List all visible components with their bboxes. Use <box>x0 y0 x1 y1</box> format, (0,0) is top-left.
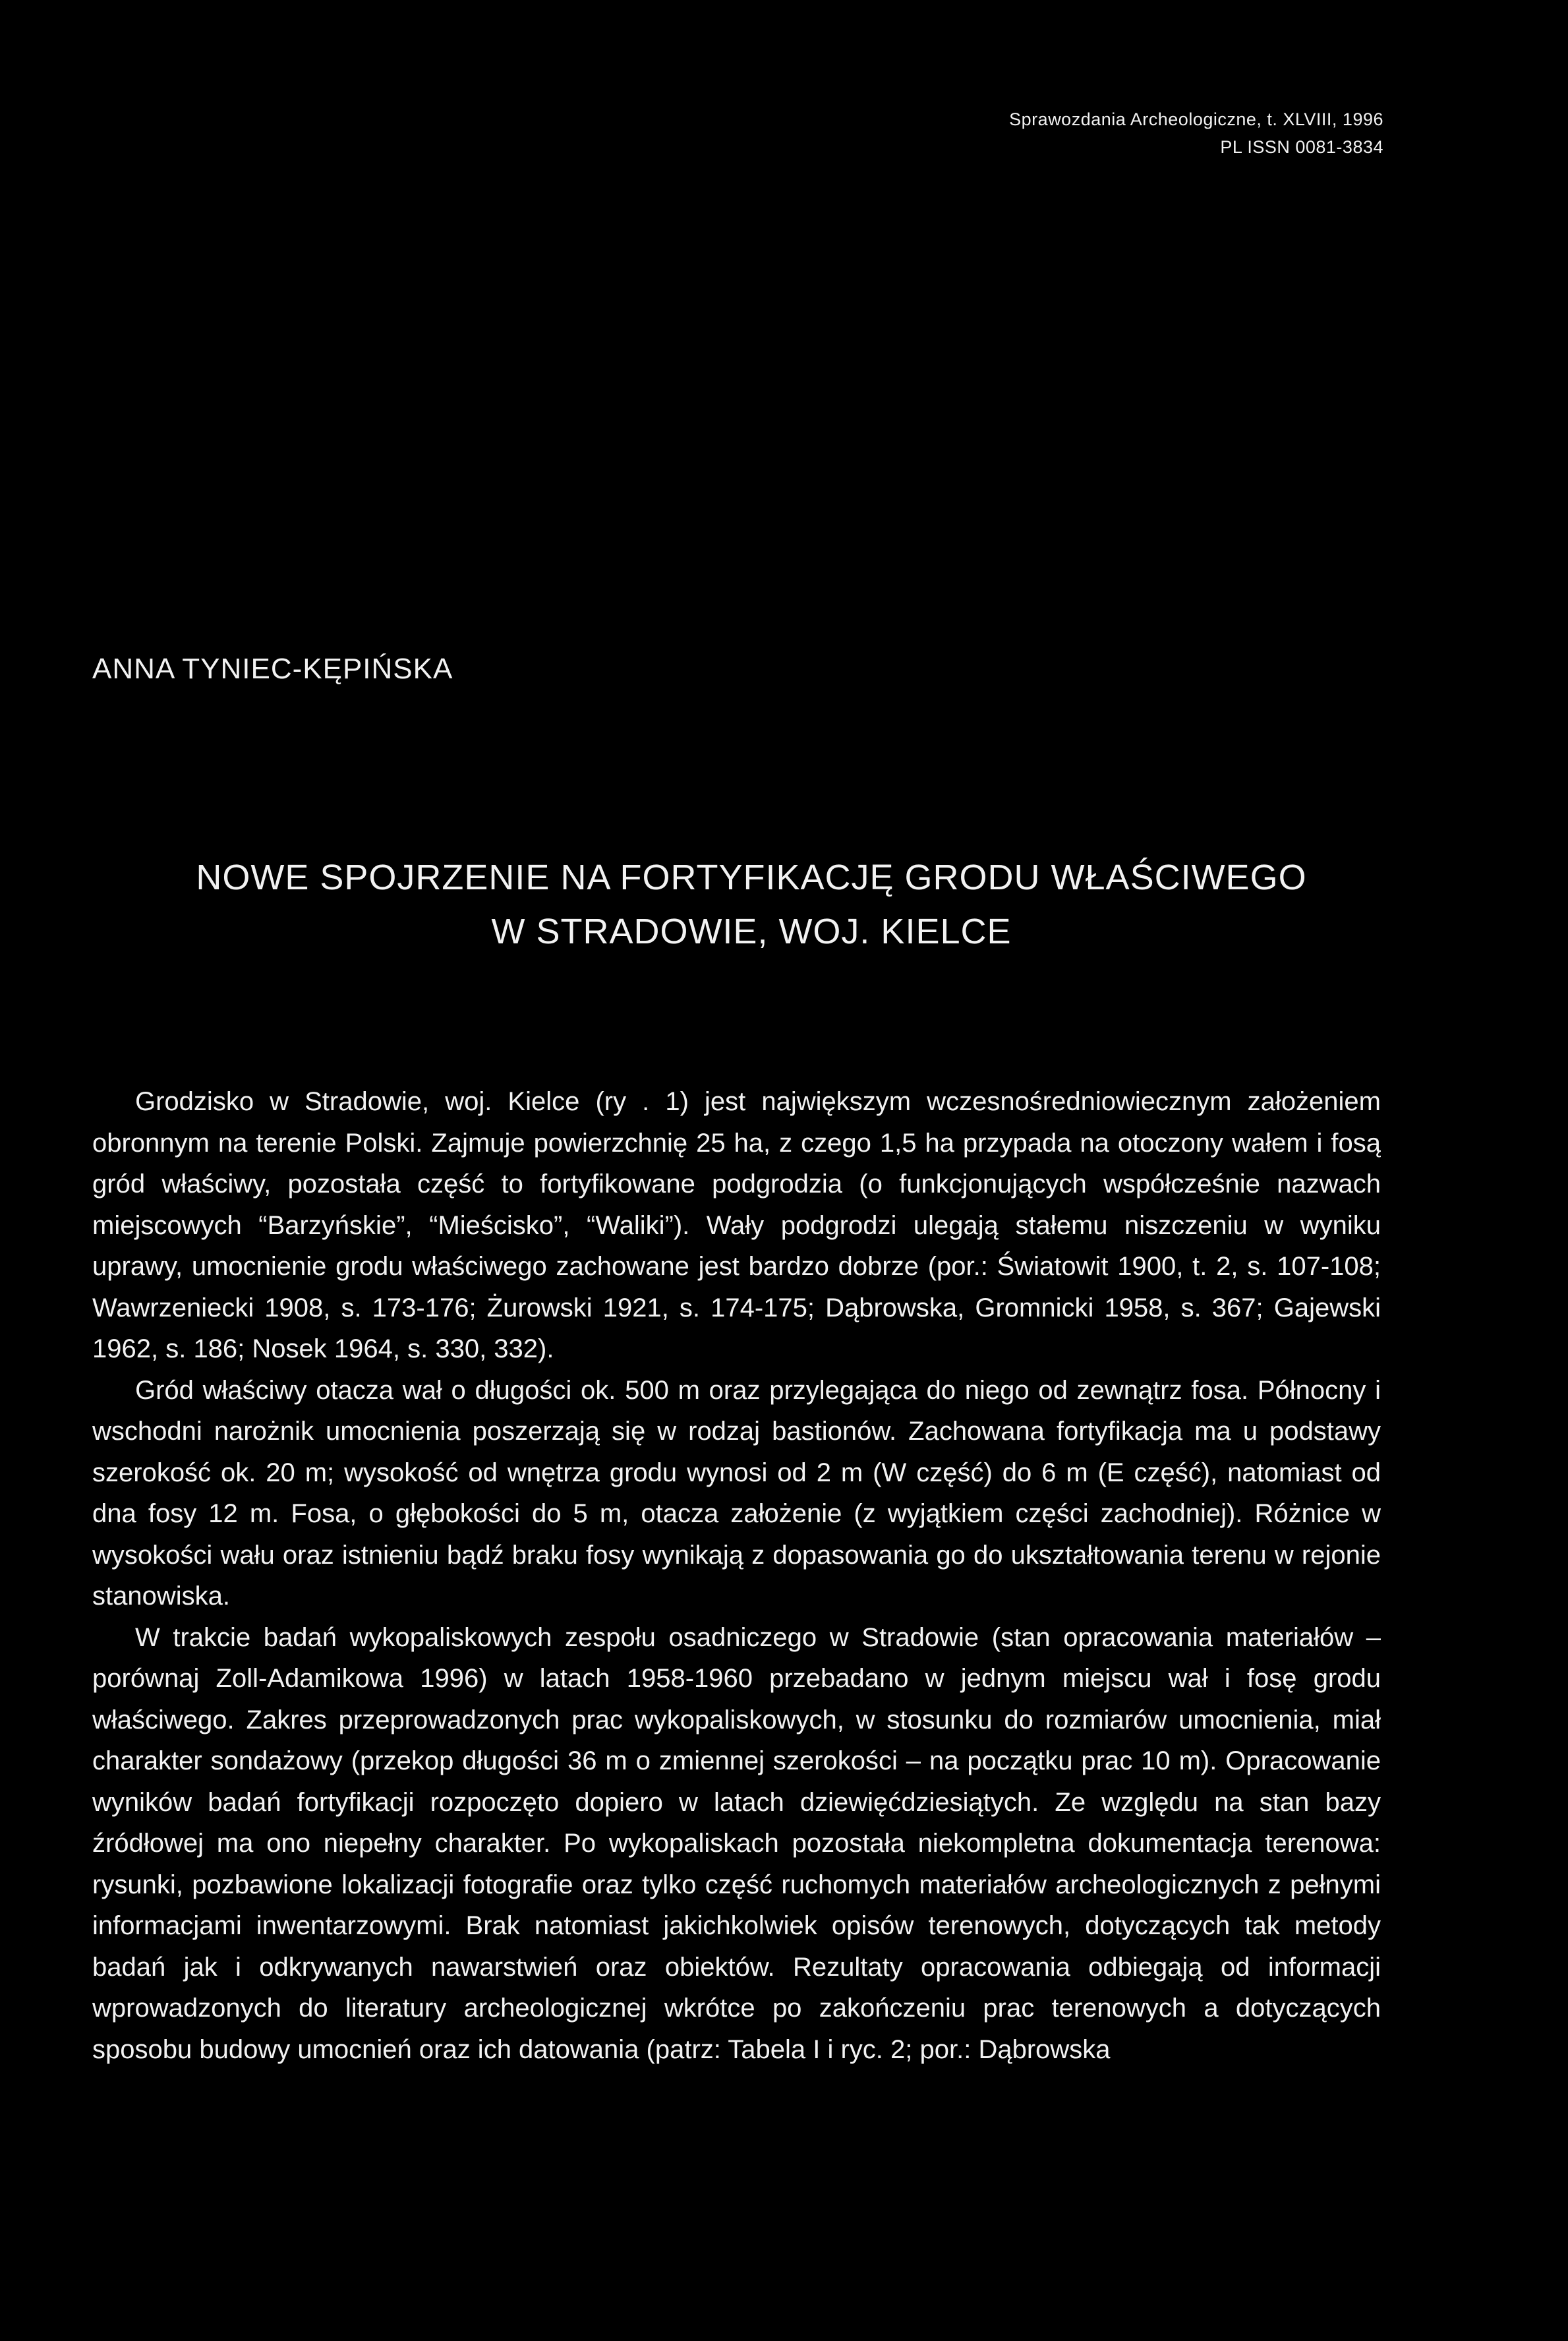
title-line-2: W STRADOWIE, WOJ. KIELCE <box>491 912 1012 951</box>
paragraph-1: Grodzisko w Stradowie, woj. Kielce (ry . 1) jest największym wczesnośredniowiecznym założeniem obronnym na terenie Polski. Zajmuje powierzchnię 25 ha, z czego 1,5 ha przypada na otoczony wałem i fosą gród właściwy, pozostała część to fortyfikowane podgrodzia (o funkcjonujących współcześnie nazwach miejscowych “Barzyńskie”, “Mieścisko”, “Waliki”). Wały podgrodzi ulegają stałemu niszczeniu w wyniku uprawy, umocnienie grodu właściwego zachowane jest bardzo dobrze (por.: Światowit 1900, t. 2, s. 107-108; Wawrzeniecki 1908, s. 173-176; Żurowski 1921, s. 174-175; Dąbrowska, Gromnicki 1958, s. 367; Gajewski 1962, s. 186; Nosek 1964, s. 330, 332). <box>92 1087 1381 1363</box>
journal-citation: Sprawozdania Archeologiczne, t. XLVIII, 1996 <box>1009 109 1383 129</box>
journal-header <box>1009 105 1383 161</box>
paragraph-3: W trakcie badań wykopaliskowych zespołu osadniczego w Stradowie (stan opracowania materiałów – porównaj Zoll-Adamikowa 1996) w latach 1958-1960 przebadano w jednym miejscu wał i fosę grodu właściwego. Zakres przeprowadzonych prac wykopaliskowych, w stosunku do rozmiarów umocnienia, miał charakter sondażowy (przekop długości 36 m o zmiennej szerokości – na początku prac 10 m). Opracowanie wyników badań fortyfikacji rozpoczęto dopiero w latach dziewięćdziesiątych. Ze względu na stan bazy źródłowej ma ono niepełny charakter. Po wykopaliskach pozostała niekompletna dokumentacja terenowa: rysunki, pozbawione lokalizacji fotografie oraz tylko część ruchomych materiałów archeologicznych z pełnymi informacjami inwentarzowymi. Brak natomiast jakichkolwiek opisów terenowych, dotyczących tak metody badań jak i odkrywanych nawarstwień oraz obiektów. Rezultaty opracowania odbiegają od informacji wprowadzonych do literatury archeologicznej wkrótce po zakończeniu prac terenowych a dotyczących sposobu budowy umocnień oraz ich datowania (patrz: Tabela I i ryc. 2; por.: Dąbrowska <box>92 1622 1381 2064</box>
paragraph-2: Gród właściwy otacza wał o długości ok. 500 m oraz przylegająca do niego od zewnątrz fosa. Północny i wschodni narożnik umocnienia poszerzają się w rodzaj bastionów. Zachowana fortyfikacja ma u podstawy szerokość ok. 20 m; wysokość od wnętrza grodu wynosi od 2 m (W część) do 6 m (E część), natomiast od dna fosy 12 m. Fosa, o głębokości do 5 m, otacza założenie (z wyjątkiem części zachodniej). Różnice w wysokości wału oraz istnieniu bądź braku fosy wynikają z dopasowania go do ukształtowania terenu w rejonie stanowiska. <box>92 1375 1381 1611</box>
issn-line: PL ISSN 0081-3834 <box>1220 137 1383 157</box>
article-title <box>92 850 1410 959</box>
author-name: ANNA TYNIEC-KĘPIŃSKA <box>92 653 453 685</box>
title-line-1: NOWE SPOJRZENIE NA FORTYFIKACJĘ GRODU WŁAŚCIWEGO <box>196 858 1307 897</box>
article-body <box>92 1081 1381 2070</box>
